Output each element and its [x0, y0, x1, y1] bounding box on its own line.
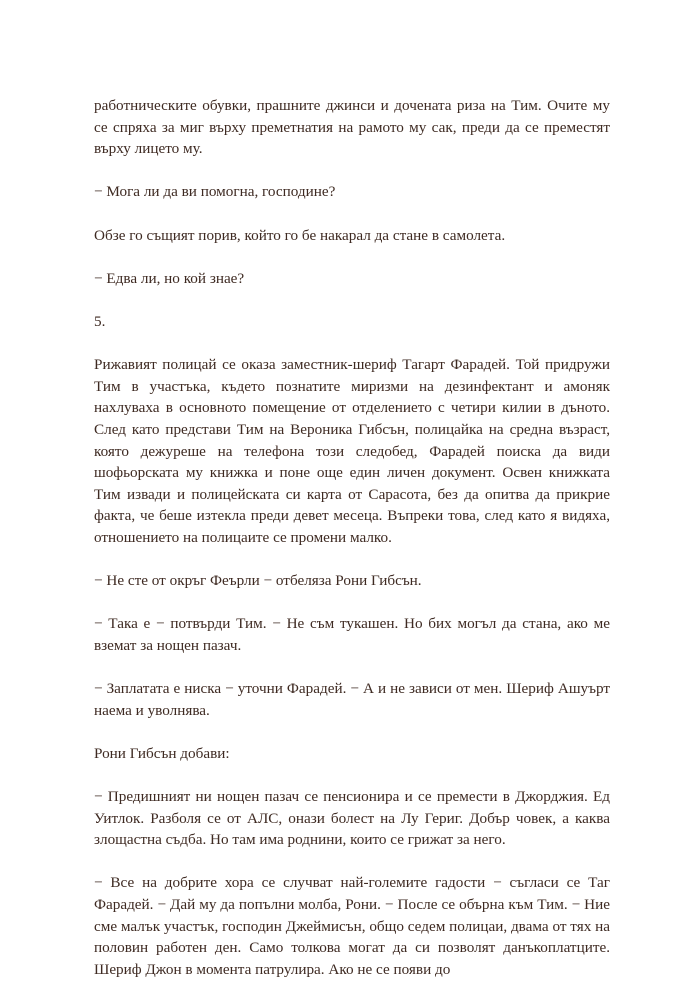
paragraph-faraday-station: Рижавият полицай се оказа заместник-шериф Тагарт Фарадей. Той придружи Тим в участъка, където познатите миризми на дезинфектант и амоняк нахлуваха в основното помещение от отделението с четири килии в дъното. След като представи Тим на Вероника Гибсън, полицайка на средна възраст, която дежуреше на телефона този следобед, Фарадей поиска да види шофьорската му книжка и поне още един личен документ. Освен книжката Тим извади и полицейската си карта от Сарасота, без да опитва да прикрие факта, че беше изтекла преди девет месеца. Въпреки това, след като я видяха, отношението на полицаите се промени малко. — [94, 356, 610, 546]
paragraph-dialogue-good-people: − Все на добрите хора се случват най-големите гадости − съгласи се Таг Фарадей. − Дай му да попълни молба, Рони. − После се обърна към Тим. − Ние сме малък участък, господин Джеймисън, общо седем полицаи, двама от тях на половин работен ден. Само толкова могат да си позволят данъкоплатците. Шериф Джон в момента патрулира. Ако не се появи до — [94, 874, 610, 978]
paragraph-dialogue-not-from-county: − Не сте от окръг Феърли − отбеляза Рони Гибсън. — [94, 572, 422, 590]
paragraph-ronnie-added: Рони Гибсън добави: — [94, 744, 230, 762]
paragraph-dialogue-can-i-help: − Мога ли да ви помогна, господине? — [94, 183, 336, 201]
paragraph-urge: Обзе го същият порив, който го бе накарал да стане в самолета. — [94, 226, 506, 244]
paragraph-shoes-description: работническите обувки, прашните джинси и доченатa риза на Тим. Очите му се спряха за миг върху преметнатия на рамото му сак, преди да се преместят върху лицето му. — [94, 97, 610, 158]
chapter-number: 5. — [94, 312, 106, 330]
paragraph-dialogue-previous-watchman: − Предишният ни нощен пазач се пенсионира и се премести в Джорджия. Ед Уитлок. Разболя се от АЛС, онази болест на Лу Гериг. Добър човек, а каква злощастна съдба. Но там има роднини, които се грижат за него. — [94, 788, 610, 849]
body-text — [94, 95, 610, 980]
paragraph-dialogue-who-knows: − Едва ли, но кой знае? — [94, 269, 245, 287]
paragraph-dialogue-night-watchman: − Така е − потвърди Тим. − Не съм тукашен. Но бих могъл да стана, ако ме вземат за нощен пазач. — [94, 615, 610, 654]
paragraph-dialogue-salary: − Заплатата е ниска − уточни Фарадей. − А и не зависи от мен. Шериф Ашуърт наема и уволнява. — [94, 680, 610, 719]
